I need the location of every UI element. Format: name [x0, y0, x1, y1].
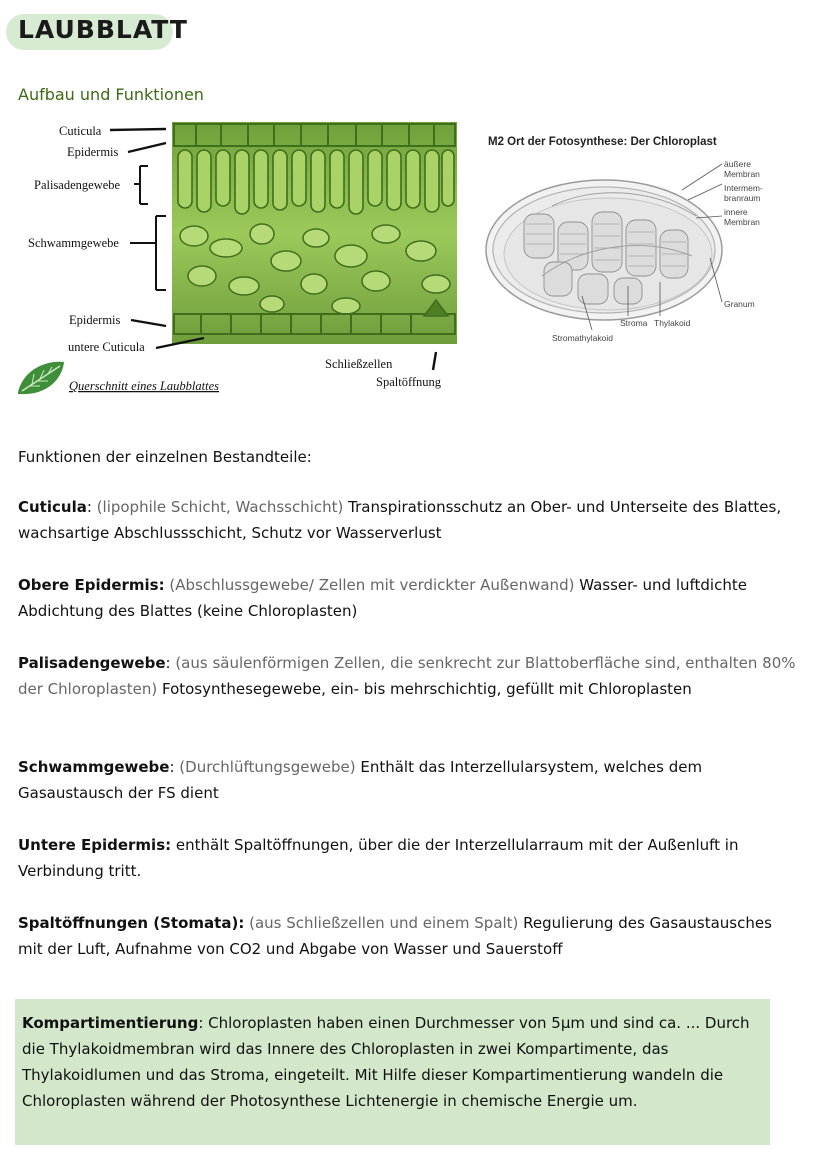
separator: : — [169, 758, 180, 776]
leaf-cross-section-figure — [16, 116, 466, 406]
leader-epidermis-bottom — [131, 320, 166, 326]
leaf-icon — [18, 362, 64, 394]
label-outer-membrane-2: Membran — [724, 169, 760, 179]
term: Spaltöffnungen (Stomata): — [18, 914, 245, 932]
label-spongy: Schwammgewebe — [28, 236, 119, 250]
term: Obere Epidermis: — [18, 576, 165, 594]
parenthetical: (lipophile Schicht, Wachsschicht) — [96, 498, 344, 516]
label-inner-membrane-2: Membran — [724, 217, 760, 227]
section-cuticula — [18, 494, 796, 546]
chloroplast-title: M2 Ort der Fotosynthese: Der Chloroplast — [488, 136, 717, 148]
figure-caption: Querschnitt eines Laubblattes — [69, 379, 219, 393]
separator: : — [86, 498, 97, 516]
label-palisade: Palisadengewebe — [34, 178, 121, 192]
label-lower-cuticula: untere Cuticula — [68, 340, 145, 354]
label-epidermis-bottom: Epidermis — [69, 313, 121, 327]
description: Transpirationsschutz an Ober- und Unterseite des Blattes, wachsartige Abschlussschicht, Schutz vor Wasserverlust — [18, 498, 782, 542]
leader-cuticula — [110, 129, 166, 130]
box-term: Kompartimentierung — [22, 1014, 199, 1032]
parenthetical: (aus säulenförmigen Zellen, die senkrecht zur Blattoberfläche sind, enthalten 80% der Chloroplasten) — [18, 654, 796, 698]
section-palisade — [18, 650, 796, 702]
section-subtitle: Aufbau und Funktionen — [18, 85, 204, 104]
section-upper-epidermis — [18, 572, 796, 624]
label-stroma: Stroma — [620, 318, 648, 328]
description: Enthält das Interzellularsystem, welches dem Gasaustausch der FS dient — [18, 758, 703, 802]
leader-epidermis-top — [128, 143, 166, 152]
separator: : — [165, 654, 176, 672]
section-stomata — [18, 910, 796, 962]
label-inner-membrane-1: innere — [724, 207, 748, 217]
label-thylakoid: Thylakoid — [654, 318, 691, 328]
parenthetical: (aus Schließzellen und einem Spalt) — [249, 914, 519, 932]
description: Wasser- und luftdichte Abdichtung des Blattes (keine Chloroplasten) — [18, 576, 747, 620]
bracket-spongy — [130, 216, 166, 290]
term: Untere Epidermis: — [18, 836, 172, 854]
bracket-palisade — [134, 166, 148, 204]
page-title: LAUBBLATT — [18, 15, 188, 44]
description: Fotosynthesegewebe, ein- bis mehrschichtig, gefüllt mit Chloroplasten — [157, 680, 692, 698]
label-cuticula: Cuticula — [59, 124, 102, 138]
term: Schwammgewebe — [18, 758, 170, 776]
term: Cuticula — [18, 498, 87, 516]
description: enthält Spaltöffnungen, über die der Interzellularraum mit der Außenluft in Verbindung tritt. — [18, 836, 739, 880]
label-epidermis-top: Epidermis — [67, 145, 119, 159]
term: Palisadengewebe — [18, 654, 166, 672]
label-granum: Granum — [724, 299, 755, 309]
leaf-tissue-image — [172, 122, 457, 344]
functions-heading: Funktionen der einzelnen Bestandteile: — [18, 448, 312, 466]
parenthetical: (Durchlüftungsgewebe) — [179, 758, 356, 776]
label-intermembrane-2: branraum — [724, 193, 761, 203]
label-stromathylakoid: Stromathylakoid — [552, 333, 613, 343]
label-outer-membrane-1: äußere — [724, 159, 751, 169]
section-spongy — [18, 754, 796, 806]
box-description: : Chloroplasten haben einen Durchmesser von 5µm und sind ca. ... Durch die Thylakoidmembran wird das Innere des Chloroplasten in zwei Kompartimente, das Thylakoidlumen und das Stroma, eingeteilt. Mit Hilfe dieser Kompartimentierung wandeln die Chloroplasten während der Photosynthese Lichtenergie in chemische Energie um. — [22, 1014, 750, 1110]
parenthetical: (Abschlussgewebe/ Zellen mit verdickter Außenwand) — [169, 576, 575, 594]
label-guard-cells: Schließzellen — [325, 357, 393, 371]
description: Regulierung des Gasaustausches mit der Luft, Aufnahme von CO2 und Abgabe von Wasser und Sauerstoff — [18, 914, 772, 958]
chloroplast-figure — [482, 126, 782, 352]
leader-stoma — [433, 352, 436, 370]
section-lower-epidermis — [18, 832, 796, 884]
chloroplast-illustration — [486, 180, 722, 320]
label-intermembrane-1: Intermem- — [724, 183, 763, 193]
compartment-text — [22, 1010, 762, 1114]
label-stoma: Spaltöffnung — [376, 375, 442, 389]
